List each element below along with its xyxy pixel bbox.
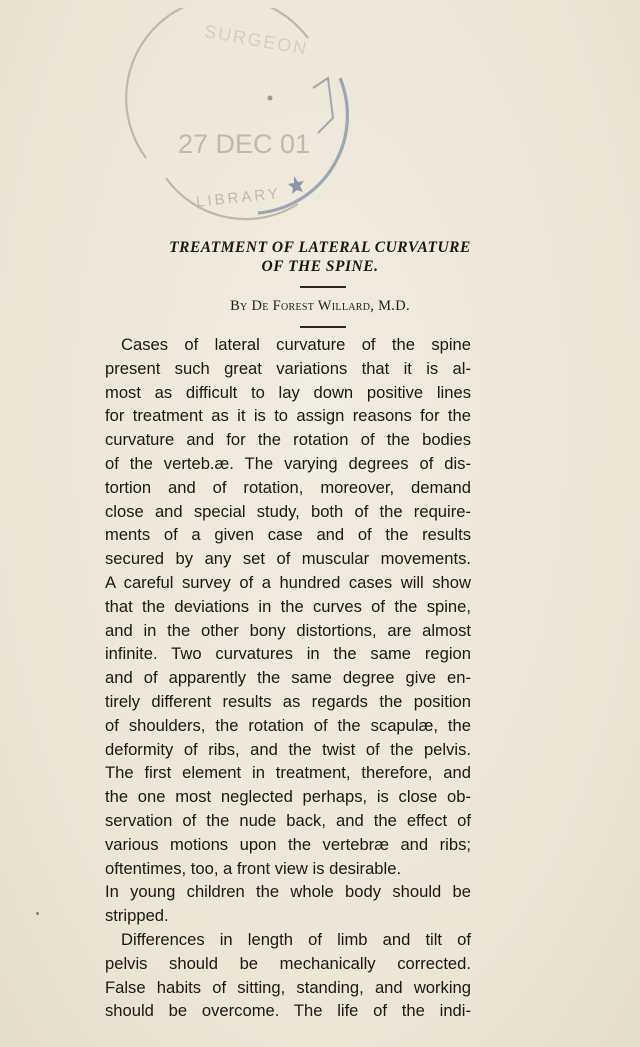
text-line: most as difficult to lay down positive lines bbox=[105, 382, 471, 402]
title-divider bbox=[300, 286, 346, 288]
text-line: and of apparently the same degree give en- bbox=[105, 668, 471, 688]
text-line: Cases of lateral curvature of the spine bbox=[121, 335, 471, 354]
text-line: In young children the whole body should be bbox=[105, 882, 471, 902]
text-line: secured by any set of muscular movements. bbox=[105, 549, 471, 569]
text-line: A careful survey of a hundred cases will show bbox=[105, 572, 471, 592]
text-line: ments of a given case and of the results bbox=[105, 525, 471, 545]
text-line: close and special study, both of the require- bbox=[105, 501, 471, 521]
paragraph bbox=[105, 928, 471, 1023]
article-title-line-2: OF THE SPINE. bbox=[261, 258, 379, 275]
text-line: the one most neglected perhaps, is close ob- bbox=[105, 787, 471, 807]
byline-divider bbox=[300, 326, 346, 328]
text-line: stripped. bbox=[105, 906, 169, 926]
text-line: servation of the nude back, and the effect of bbox=[105, 810, 471, 830]
text-line: False habits of sitting, standing, and working bbox=[105, 977, 471, 997]
text-line: of shoulders, the rotation of the scapulæ, the bbox=[105, 715, 471, 735]
text-line: that the deviations in the curves of the spine, bbox=[105, 596, 471, 616]
text-line: tirely different results as regards the position bbox=[105, 691, 471, 711]
text-line: various motions upon the vertebræ and ribs; bbox=[105, 834, 471, 854]
text-line: curvature and for the rotation of the bodies bbox=[105, 430, 471, 450]
text-line: and in the other bony distortions, are almost bbox=[105, 620, 471, 640]
stamp-ring-bottom: LIBRARY bbox=[195, 185, 282, 211]
paper-speck bbox=[36, 912, 39, 915]
text-line: tortion and of rotation, moreover, demand bbox=[105, 477, 471, 497]
paragraph bbox=[105, 333, 471, 928]
text-line: pelvis should be mechanically corrected. bbox=[105, 953, 471, 973]
library-stamp bbox=[108, 8, 358, 230]
author-byline: By De Forest Willard, M.D. bbox=[230, 298, 410, 314]
article-body bbox=[105, 333, 471, 1023]
stamp-date: 27 DEC 01 bbox=[178, 129, 311, 159]
text-line: of the verteb.æ. The varying degrees of dis- bbox=[105, 453, 471, 473]
text-line: The first element in treatment, therefore, and bbox=[105, 763, 471, 783]
text-line: present such great variations that it is al- bbox=[105, 358, 471, 378]
text-line: for treatment as it is to assign reasons for the bbox=[105, 406, 471, 426]
text-line: infinite. Two curvatures in the same region bbox=[105, 644, 471, 664]
text-line: deformity of ribs, and the twist of the pelvis. bbox=[105, 739, 471, 759]
text-line: Differences in length of limb and tilt of bbox=[121, 929, 471, 949]
text-line: oftentimes, too, a front view is desirable. bbox=[105, 858, 402, 878]
text-line: should be overcome. The life of the indi- bbox=[105, 1001, 471, 1021]
article-title-line-1: TREATMENT OF LATERAL CURVATURE bbox=[169, 239, 471, 256]
stamp-ring-top: SURGEON bbox=[202, 21, 310, 59]
